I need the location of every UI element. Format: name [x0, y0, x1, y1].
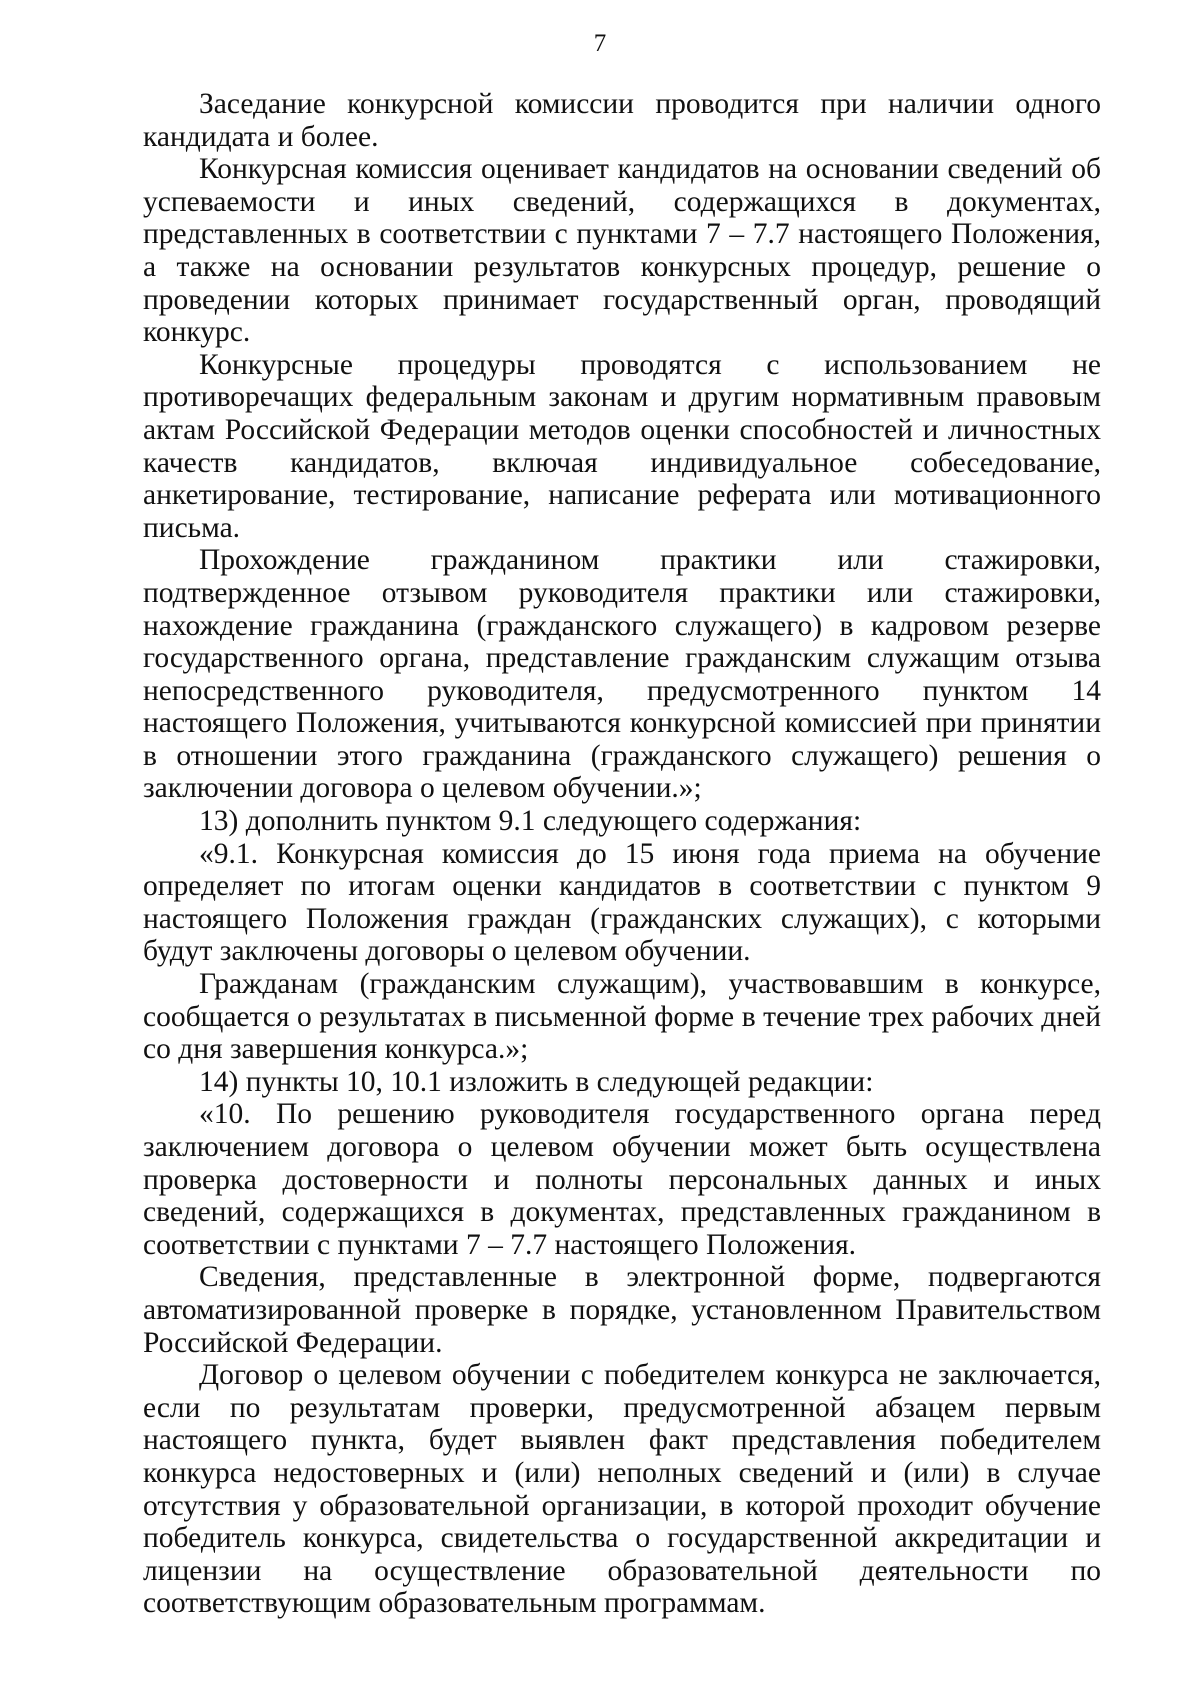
page-number: 7 [593, 30, 607, 57]
paragraph: Прохождение гражданином практики или стажировки, подтвержденное отзывом руководителя практики или стажировки, нахождение гражданина (гражданского служащего) в кадровом резерве государственного органа, представление гражданским служащим отзыва непосредственного руководителя, предусмотренного пунктом 14 настоящего Положения, учитываются конкурсной комиссией при принятии в отношении этого гражданина (гражданского служащего) решения о заключении договора о целевом обучении.»; [143, 544, 1101, 805]
paragraph: Договор о целевом обучении с победителем конкурса не заключается, если по результатам проверки, предусмотренной абзацем первым настоящего пункта, будет выявлен факт представления победителем конкурса недостоверных и (или) неполных сведений и (или) в случае отсутствия у образовательной организации, в которой проходит обучение победитель конкурса, свидетельства о государственной аккредитации и лицензии на осуществление образовательной деятельности по соответствующим образовательным программам. [143, 1359, 1101, 1620]
paragraph: Сведения, представленные в электронной форме, подвергаются автоматизированной проверке в порядке, установленном Правительством Российской Федерации. [143, 1261, 1101, 1359]
paragraph: 14) пункты 10, 10.1 изложить в следующей редакции: [199, 1065, 874, 1098]
paragraph: «9.1. Конкурсная комиссия до 15 июня года приема на обучение определяет по итогам оценки кандидатов в соответствии с пунктом 9 настоящего Положения граждан (гражданских служащих), с которыми будут заключены договоры о целевом обучении. [143, 837, 1101, 968]
paragraph: Гражданам (гражданским служащим), участвовавшим в конкурсе, сообщается о результатах в письменной форме в течение трех рабочих дней со дня завершения конкурса.»; [143, 968, 1101, 1066]
document-body [143, 88, 1101, 1620]
paragraph: Заседание конкурсной комиссии проводится при наличии одного кандидата и более. [143, 88, 1101, 153]
paragraph: 13) дополнить пунктом 9.1 следующего содержания: [199, 805, 862, 838]
paragraph: Конкурсные процедуры проводятся с использованием не противоречащих федеральным законам и другим нормативным правовым актам Российской Федерации методов оценки способностей и личностных качеств кандидатов, включая индивидуальное собеседование, анкетирование, тестирование, написание реферата или мотивационного письма. [143, 348, 1101, 544]
paragraph: «10. По решению руководителя государственного органа перед заключением договора о целевом обучении может быть осуществлена проверка достоверности и полноты персональных данных и иных сведений, содержащихся в документах, представленных гражданином в соответствии с пунктами 7 – 7.7 настоящего Положения. [143, 1098, 1101, 1261]
paragraph: Конкурсная комиссия оценивает кандидатов на основании сведений об успеваемости и иных сведений, содержащихся в документах, представленных в соответствии с пунктами 7 – 7.7 настоящего Положения, а также на основании результатов конкурсных процедур, решение о проведении которых принимает государственный орган, проводящий конкурс. [143, 153, 1101, 349]
